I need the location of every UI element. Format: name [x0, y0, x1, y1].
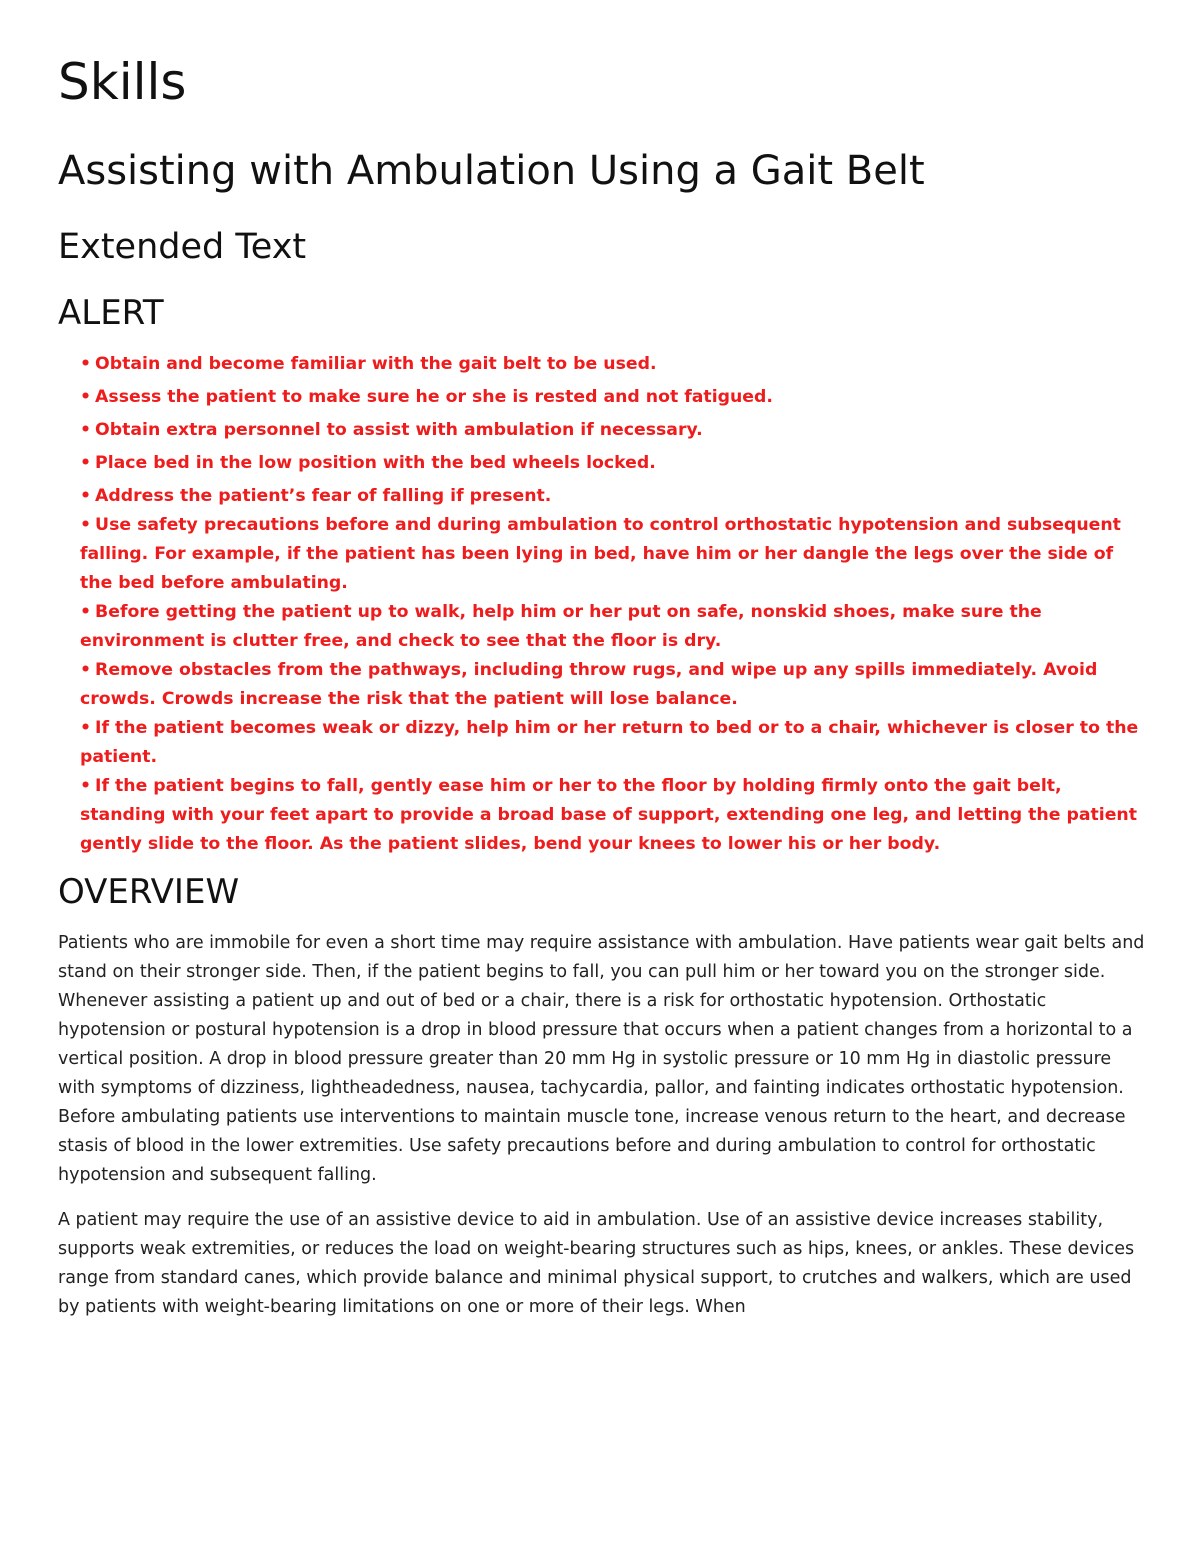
alert-item-text: Before getting the patient up to walk, help him or her put on safe, nonskid shoes, make sure the environment is clutter free, and check to see that the floor is dry. — [80, 602, 1042, 651]
document-title: Skills — [58, 53, 187, 111]
bullet-icon: • — [80, 453, 92, 473]
alert-item — [80, 656, 1148, 714]
alert-item — [80, 350, 1148, 379]
bullet-icon: • — [80, 718, 92, 738]
alert-item-text: Place bed in the low position with the bed wheels locked. — [95, 453, 656, 473]
bullet-icon: • — [80, 776, 92, 796]
bullet-icon: • — [80, 387, 92, 407]
alert-item-text: Obtain extra personnel to assist with ambulation if necessary. — [95, 420, 703, 440]
alert-item — [80, 598, 1148, 656]
alert-heading: ALERT — [58, 293, 164, 333]
alert-item — [80, 714, 1148, 772]
alert-item-text: If the patient becomes weak or dizzy, help him or her return to bed or to a chair, whichever is closer to the patient. — [80, 718, 1139, 767]
alert-item — [80, 416, 1148, 445]
bullet-icon: • — [80, 515, 92, 535]
alert-item — [80, 449, 1148, 478]
alert-item — [80, 482, 1148, 511]
alert-item-text: Remove obstacles from the pathways, including throw rugs, and wipe up any spills immediately. Avoid crowds. Crowds increase the risk that the patient will lose balance. — [80, 660, 1098, 709]
bullet-icon: • — [80, 660, 92, 680]
bullet-icon: • — [80, 602, 92, 622]
alert-list — [58, 350, 1148, 859]
bullet-icon: • — [80, 486, 92, 506]
alert-item — [80, 383, 1148, 412]
alert-item-text: Address the patient’s fear of falling if present. — [95, 486, 552, 506]
bullet-icon: • — [80, 354, 92, 374]
alert-item-text: Use safety precautions before and during ambulation to control orthostatic hypotension and subsequent falling. For example, if the patient has been lying in bed, have him or her dangle the legs over the side of the bed before ambulating. — [80, 515, 1121, 593]
alert-item — [80, 511, 1148, 598]
alert-item — [80, 772, 1148, 859]
overview-paragraph: Patients who are immobile for even a short time may require assistance with ambulation. Have patients wear gait belts and stand on their stronger side. Then, if the patient begins to fall, you can pull him or her toward you on the stronger side. Whenever assisting a patient up and out of bed or a chair, there is a risk for orthostatic hypotension. Orthostatic hypotension or postural hypotension is a drop in blood pressure that occurs when a patient changes from a horizontal to a vertical position. A drop in blood pressure greater than 20 mm Hg in systolic pressure or 10 mm Hg in diastolic pressure with symptoms of dizziness, lightheadedness, nausea, tachycardia, pallor, and fainting indicates orthostatic hypotension. Before ambulating patients use interventions to maintain muscle tone, increase venous return to the heart, and decrease stasis of blood in the lower extremities. Use safety precautions before and during ambulation to control for orthostatic hypotension and subsequent falling. — [58, 933, 1145, 1185]
alert-item-text: Assess the patient to make sure he or she is rested and not fatigued. — [95, 387, 773, 407]
overview-heading: OVERVIEW — [58, 872, 240, 912]
alert-item-text: If the patient begins to fall, gently ease him or her to the floor by holding firmly onto the gait belt, standing with your feet apart to provide a broad base of support, extending one leg, and letting the patient gently slide to the floor. As the patient slides, bend your knees to lower his or her body. — [80, 776, 1137, 854]
bullet-icon: • — [80, 420, 92, 440]
skill-title: Assisting with Ambulation Using a Gait Belt — [58, 148, 925, 194]
alert-item-text: Obtain and become familiar with the gait belt to be used. — [95, 354, 657, 374]
overview-paragraph: A patient may require the use of an assistive device to aid in ambulation. Use of an assistive device increases stability, supports weak extremities, or reduces the load on weight-bearing structures such as hips, knees, or ankles. These devices range from standard canes, which provide balance and minimal physical support, to crutches and walkers, which are used by patients with weight-bearing limitations on one or more of their legs. When — [58, 1210, 1135, 1317]
section-label: Extended Text — [58, 227, 307, 267]
document-page — [58, 40, 1148, 1322]
